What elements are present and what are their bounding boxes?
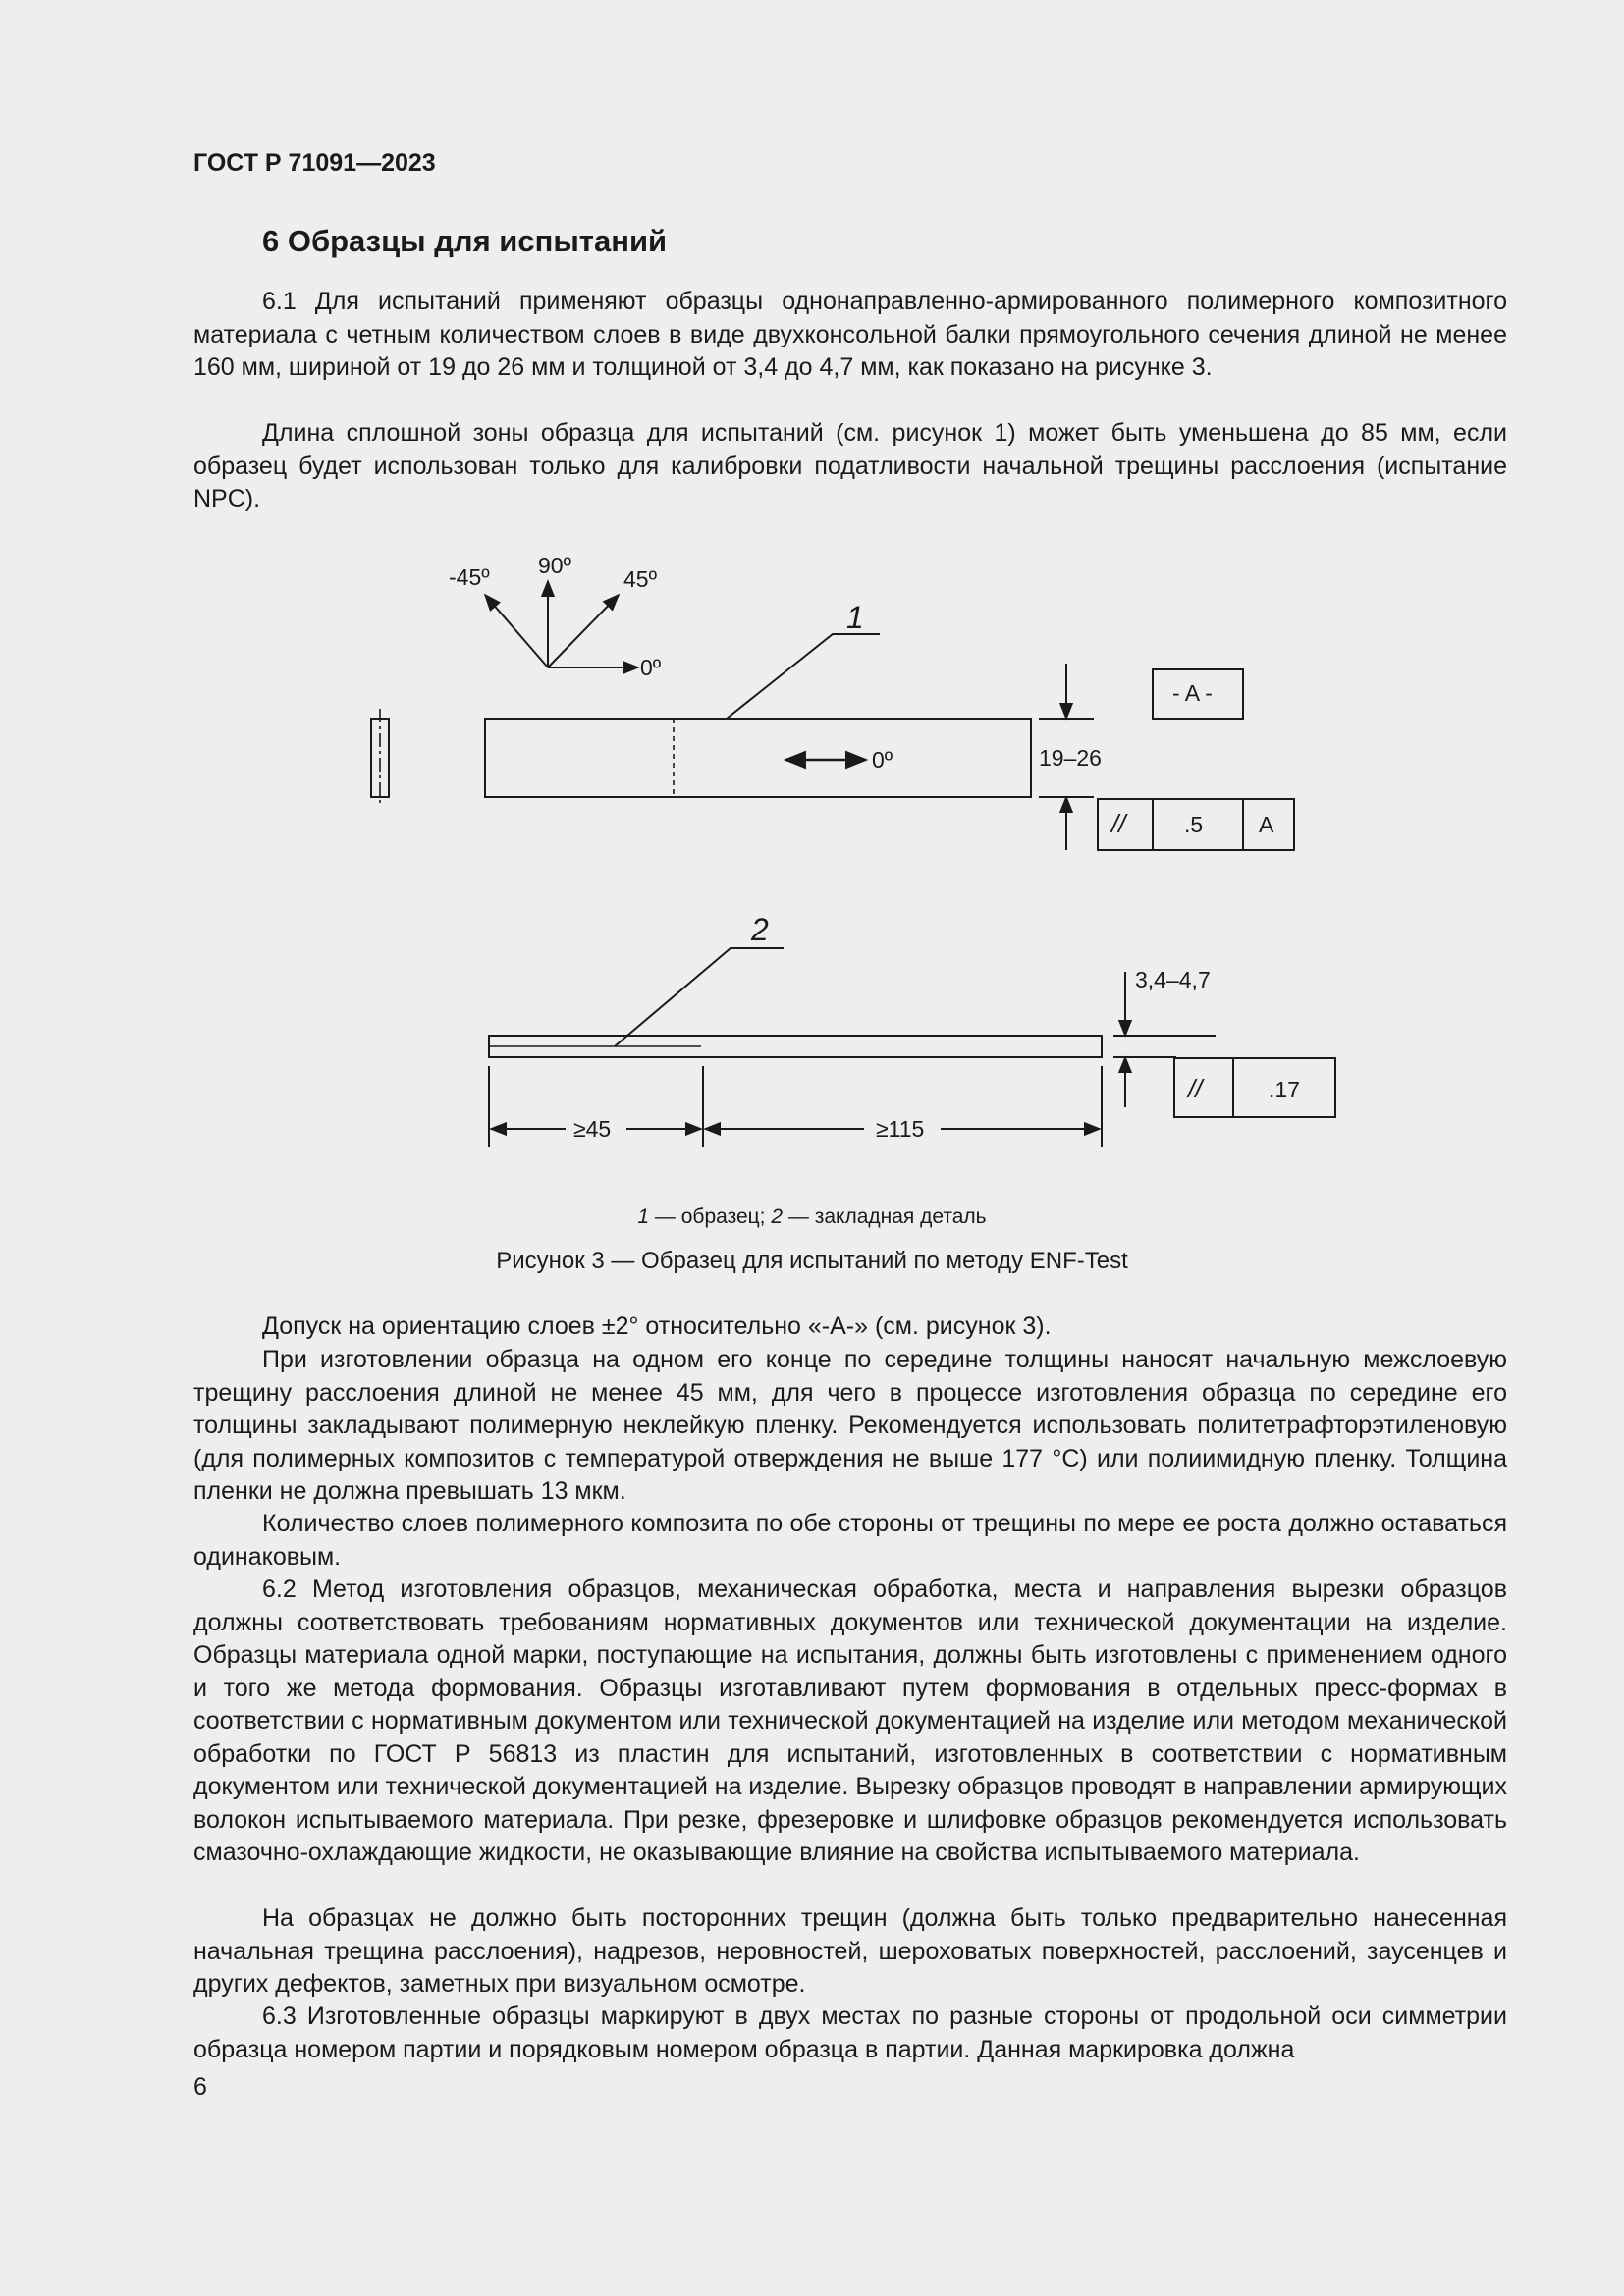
insert-length-label: ≥45: [573, 1116, 612, 1142]
top-datum-ref: A: [1259, 812, 1274, 837]
parallelism-symbol-bottom: //: [1188, 1074, 1203, 1103]
specimen-side-view: [489, 1036, 1102, 1057]
callout-2-label: 2: [751, 912, 769, 947]
legend-item-1-text: — образец;: [649, 1205, 772, 1228]
paragraph-layer-count: Количество слоев полимерного композита по обе стороны от трещины по мере ее роста должно оставаться одинаковым.: [193, 1510, 1507, 1571]
figure-3-drawing: [0, 530, 1624, 1217]
paragraph-6-1: 6.1 Для испытаний применяют образцы однонаправленно-армированного полимерного композитного материала с четным количеством слоев в виде двухконсольной балки прямоугольного сечения длиной не менее 160 мм, шириной от 19 до 26 мм и толщиной от 3,4 до 4,7 мм, как показано на рисунке 3.: [193, 288, 1507, 381]
figure-caption: Рисунок 3 — Образец для испытаний по методу ENF-Test: [496, 1248, 1128, 1274]
figure-3: [0, 530, 1624, 1276]
paragraph-tolerance: Допуск на ориентацию слоев ±2° относительно «-А-» (см. рисунок 3).: [262, 1312, 1052, 1340]
thickness-dimension-label: 3,4–4,7: [1135, 967, 1211, 992]
specimen-top-view: [485, 719, 1031, 797]
parallelism-symbol-top: //: [1111, 809, 1126, 838]
legend-item-2-text: — закладная деталь: [783, 1205, 987, 1228]
angle-0-label: 0º: [640, 655, 662, 680]
section-title: 6 Образцы для испытаний: [262, 224, 668, 258]
fiber-direction-label: 0º: [872, 747, 893, 773]
figure-legend: [0, 1205, 1624, 1229]
paragraph-surface-defects: На образцах не должно быть посторонних трещин (должна быть только предварительно нанесенная начальная трещина расслоения), надрезов, неровностей, шероховатых поверхностей, расслоений, заусенцев и других дефектов, заметных при визуальном осмотре.: [193, 1904, 1507, 1998]
paragraph-6-2: 6.2 Метод изготовления образцов, механическая обработка, места и направления вырезки образцов должны соответствовать требованиям нормативных документов или технической документации на изделие. Образцы материала одной марки, поступающие на испытания, должны быть изготовлены с применением одного и того же метода формования. Образцы изготавливают путем формования в отдельных пресс-формах в соответствии с нормативным документом или технической документацией на изделие или методом механической обработки по ГОСТ Р 56813 из пластин для испытаний, изготовленных в соответствии с нормативным документом или технической документацией на изделие. Вырезку образцов проводят в направлении армирующих волокон испытываемого материала. При резке, фрезеровке и шлифовке образцов рекомендуется использовать смазочно-охлаждающие жидкости, не оказывающие влияние на свойства испытываемого материала.: [193, 1575, 1507, 1866]
paragraph-6-3: 6.3 Изготовленные образцы маркируют в двух местах по разные стороны от продольной оси симметрии образца номером партии и порядковым номером образца в партии. Данная маркировка должна: [193, 2002, 1507, 2063]
angle-45-label: 45º: [623, 566, 657, 592]
bottom-tolerance-value: .17: [1269, 1077, 1300, 1102]
legend-item-1-number: 1: [637, 1205, 650, 1228]
document-header: ГОСТ Р 71091—2023: [193, 149, 436, 177]
datum-a-label: - A -: [1172, 680, 1213, 706]
callout-1-leader: [727, 634, 880, 719]
paragraph-npc: Длина сплошной зоны образца для испытаний (см. рисунок 1) может быть уменьшена до 85 мм, если образец будет использован только для калибровки податливости начальной трещины расслоения (испытание NPC).: [193, 419, 1507, 512]
specimen-end-view: [371, 709, 389, 807]
width-dimension-label: 19–26: [1039, 745, 1102, 771]
angle-90-label: 90º: [538, 553, 571, 578]
top-tolerance-value: .5: [1184, 812, 1204, 837]
page-number: 6: [193, 2073, 207, 2101]
angle-minus45-label: -45º: [449, 564, 490, 590]
callout-1-label: 1: [846, 600, 864, 635]
paragraph-initial-crack: При изготовлении образца на одном его конце по середине толщины наносят начальную межслоевую трещину расслоения длиной не менее 45 мм, для чего в процессе изготовления образца по середине его толщины закладывают полимерную неклейкую пленку. Рекомендуется использовать политетрафторэтиленовую (для полимерных композитов с температурой отверждения не выше 177 °С) или полиимидную пленку. Толщина пленки не должна превышать 13 мкм.: [193, 1346, 1507, 1505]
legend-item-2-number: 2: [771, 1205, 784, 1228]
orientation-rosette: [485, 581, 638, 667]
callout-2-leader: [615, 948, 784, 1046]
remaining-length-label: ≥115: [876, 1116, 925, 1142]
